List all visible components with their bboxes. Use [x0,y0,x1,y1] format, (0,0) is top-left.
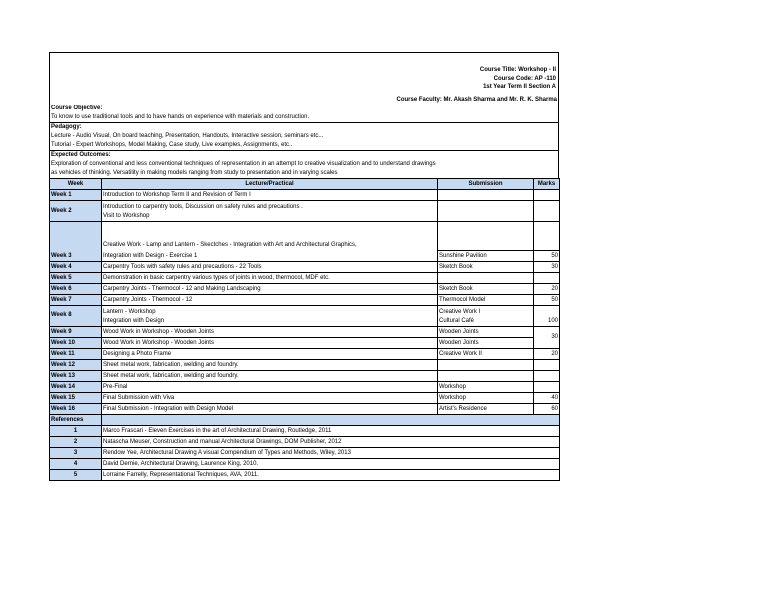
table-row [50,190,560,201]
table-row [50,294,560,305]
reference-number: 3 [50,447,102,458]
lecture-cell: Sheet metal work, fabrication, welding and foundry. [102,359,438,370]
week-cell: Week 13 [50,370,102,381]
week-cell: Week 3 [50,250,102,261]
marks-cell [534,370,560,381]
lecture-cell: Wood Work in Workshop - Wooden Joints [102,326,438,337]
marks-cell [534,359,560,370]
table-header-row [50,179,560,190]
outcomes-line-2: as vehicles of thinking. Versatility in making models ranging from study to presentation and in varying scales [51,170,338,176]
submission-column-header: Submission [438,179,534,190]
submission-cell: Sunshine Pavilion [438,250,534,261]
references-label: References [50,414,102,425]
lecture-column-header: Lecture/Practical [102,179,438,190]
lecture-cell: Final Submission - Integration with Design Model [102,403,438,414]
lecture-cell: Carpentry Joints - Thermocol - 12 [102,294,438,305]
marks-cell: 20 [534,283,560,294]
marks-cell [534,381,560,392]
week-cell: Week 4 [50,261,102,272]
submission-cell [438,222,534,251]
marks-cell: 30 [534,261,560,272]
submission-cell [438,370,534,381]
week-cell: Week 14 [50,381,102,392]
week-cell: Week 11 [50,348,102,359]
lecture-cell: Carpentry Joints - Thermocol - 12 and Making Landscaping [102,283,438,294]
objective-label: Course Objective: [51,105,103,111]
marks-column-header: Marks [534,179,560,190]
lecture-line: Integration with Design [103,317,165,324]
week-cell: Week 8 [50,305,102,326]
submission-line: Creative Work I [439,308,481,315]
reference-text: Marco Frascari - Eleven Exercises in the art of Architectural Drawing, Routledge, 2011 [102,425,560,436]
week-cell: Week 2 [50,201,102,222]
table-row [50,261,560,272]
course-header [49,52,559,96]
submission-cell: Thermocol Model [438,294,534,305]
marks-cell: 100 [534,305,560,326]
table-row [50,403,560,414]
submission-cell: Sketch Book [438,261,534,272]
submission-cell: Workshop [438,392,534,403]
reference-number: 1 [50,425,102,436]
week-cell: Week 12 [50,359,102,370]
course-term: 1st Year Term II Section A [483,84,556,90]
week-cell: Week 9 [50,326,102,337]
lecture-line: Lantern - Workshop [103,308,156,315]
lecture-cell: Sheet metal work, fabrication, welding and foundry. [102,370,438,381]
submission-cell: Sketch Book [438,283,534,294]
table-row [50,283,560,294]
table-row [50,305,560,326]
schedule-table [49,178,560,481]
marks-cell [534,272,560,283]
lecture-cell: Designing a Photo Frame [102,348,438,359]
submission-cell: Workshop [438,381,534,392]
lecture-cell [102,305,438,326]
reference-row [50,425,560,436]
reference-row [50,447,560,458]
table-row [50,326,560,337]
course-code: Course Code: AP -110 [493,76,556,82]
submission-cell [438,201,534,222]
reference-number: 4 [50,458,102,469]
reference-row [50,458,560,469]
pedagogy-line-2: Tutorial - Expert Workshops, Model Making, Case study, Live examples, Assignments, etc.. [51,142,293,148]
table-row [50,201,560,222]
reference-row [50,436,560,447]
week-cell: Week 1 [50,190,102,201]
table-row [50,359,560,370]
table-row [50,337,560,348]
submission-cell: Wooden Joints [438,326,534,337]
reference-row [50,469,560,480]
lecture-cell [102,222,438,251]
references-header-fill [102,414,560,425]
lecture-cell: Carpentry Tools with safety rules and precautions - 22 Tools [102,261,438,272]
pedagogy-line-1: Lecture - Audio Visual, On board teaching, Presentation, Handouts, Interactive session, seminars etc... [51,133,324,139]
lecture-cell: Pre-Final [102,381,438,392]
pedagogy-section [49,122,559,150]
lecture-cell: Integration with Design - Exercise 1 [102,250,438,261]
objective-text: To know to use traditional tools and to have hands on experience with materials and construction. [51,114,310,120]
lecture-cell: Final Submission with Viva [102,392,438,403]
marks-cell [534,222,560,251]
reference-number: 5 [50,469,102,480]
table-row [50,392,560,403]
table-row [50,381,560,392]
outcomes-section [49,150,559,178]
week-cell: Week 7 [50,294,102,305]
table-row [50,250,560,261]
objective-section [49,105,559,122]
reference-text: Natascha Meuser, Construction and manual Architectural Drawings, DOM Publisher, 2012 [102,436,560,447]
marks-cell: 60 [534,403,560,414]
table-row [50,348,560,359]
outcomes-line-1: Exploration of conventional and less conventional techniques of representation in an attempt to creative visualization and to understand drawings [51,161,436,167]
week-cell: Week 6 [50,283,102,294]
week-cell: Week 5 [50,272,102,283]
marks-cell [534,190,560,201]
lecture-cell: Demonstration in basic carpentry various types of joints in wood, thermocol, MDF etc. [102,272,438,283]
lecture-cell: Introduction to Workshop Term II and Revision of Term I [102,190,438,201]
week-column-header: Week [50,179,102,190]
lecture-line: Visit to Workshop [103,213,150,219]
pedagogy-label: Pedagogy: [51,124,82,130]
submission-cell: Creative Work II [438,348,534,359]
week-cell: Week 15 [50,392,102,403]
course-title: Course Title: Workshop - II [479,67,556,73]
submission-cell: Artist's Residence [438,403,534,414]
lecture-cell: Wood Work in Workshop - Wooden Joints [102,337,438,348]
outcomes-label: Expected Outcomes: [51,152,111,158]
marks-cell: 40 [534,392,560,403]
submission-cell [438,305,534,326]
reference-text: Rendow Yee, Architectural Drawing A visual Compendium of Types and Methods, Wiley, 2013 [102,447,560,458]
course-faculty: Course Faculty: Mr. Akash Sharma and Mr. R. K. Sharma [396,97,557,103]
table-row [50,272,560,283]
marks-cell: 30 [534,326,560,348]
reference-text: Lorraine Farrelly, Representational Techniques, AVA, 2011. [102,469,560,480]
reference-text: David Dernie, Architectural Drawing, Laurence King, 2010. [102,458,560,469]
submission-cell [438,359,534,370]
submission-cell [438,190,534,201]
table-row [50,222,560,251]
submission-line: Cultural Café [439,317,475,324]
marks-cell: 20 [534,348,560,359]
reference-number: 2 [50,436,102,447]
references-header-row [50,414,560,425]
submission-cell [438,272,534,283]
marks-cell [534,201,560,222]
submission-cell: Wooden Joints [438,337,534,348]
week-cell: Week 10 [50,337,102,348]
marks-cell: 50 [534,250,560,261]
marks-cell: 50 [534,294,560,305]
lecture-line: Introduction to carpentry tools, Discussion on safety rules and precautions . [103,204,303,210]
lecture-line: Creative Work - Lamp and Lantern - Skectches - Integration with Art and Architectural Graphics, [103,242,357,248]
syllabus-sheet [49,52,559,481]
week-cell: Week 16 [50,403,102,414]
table-row [50,370,560,381]
week-cell [50,222,102,251]
lecture-cell [102,201,438,222]
